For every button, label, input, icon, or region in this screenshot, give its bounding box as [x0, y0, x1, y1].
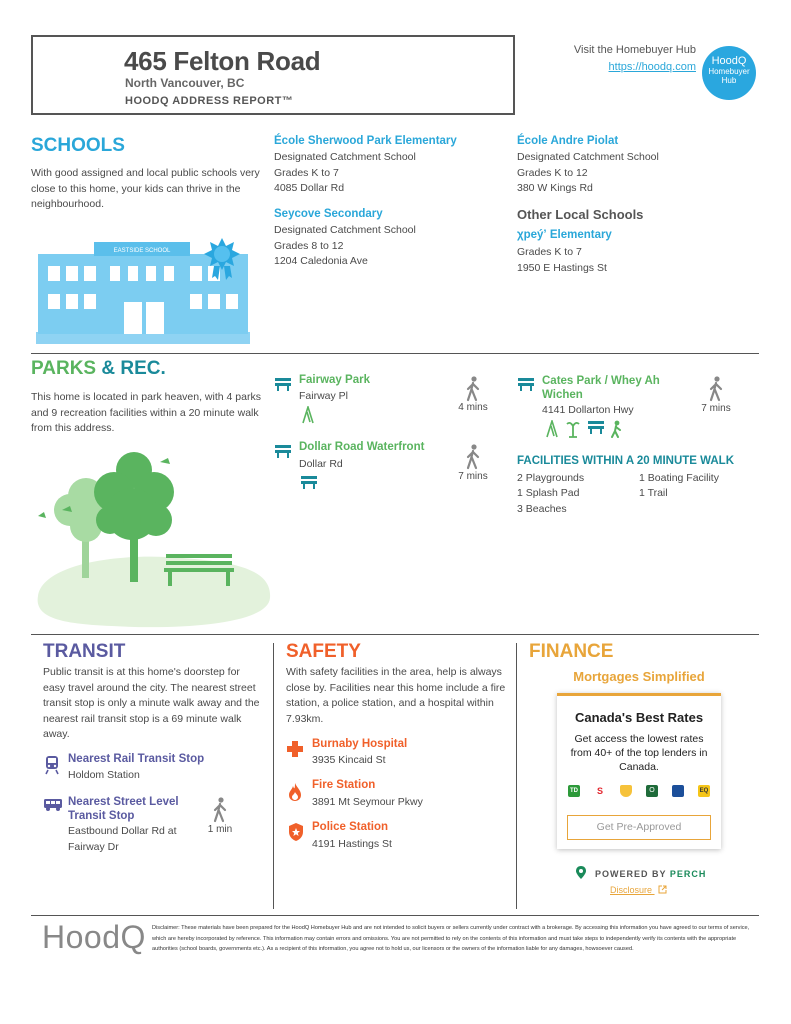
school-1-name[interactable]: École Sherwood Park Elementary	[274, 135, 457, 147]
walk-icon	[211, 797, 229, 823]
school-3-line2: Grades K to 12	[517, 167, 588, 179]
other-school-line2: 1950 E Hastings St	[517, 262, 607, 274]
mortgages-subtitle: Mortgages Simplified	[573, 669, 705, 684]
card-text: Get access the lowest rates from 40+ of the top lenders in Canada.	[570, 733, 708, 773]
rail-transit-title[interactable]: Nearest Rail Transit Stop	[68, 753, 205, 765]
bench-icon	[517, 377, 535, 391]
safety-police-name[interactable]: Police Station	[312, 821, 389, 833]
school-2-name[interactable]: Seycove Secondary	[274, 208, 383, 220]
parks-title	[31, 358, 166, 380]
school-building-illustration	[34, 236, 256, 348]
facilities-title: FACILITIES WITHIN A 20 MINUTE WALK	[517, 455, 735, 467]
school-1-line2: Grades K to 7	[274, 167, 339, 179]
school-3-line1: Designated Catchment School	[517, 151, 659, 163]
park-3-walk-time: 7 mins	[701, 403, 731, 414]
playground-icon	[300, 406, 316, 424]
police-shield-icon	[288, 822, 304, 842]
td-bank-logo: TD	[568, 785, 580, 797]
park-2-name[interactable]: Dollar Road Waterfront	[299, 441, 425, 453]
parks-title-a: PARKS	[31, 358, 97, 379]
report-label: HOODQ ADDRESS REPORT™	[125, 95, 294, 107]
parks-title-amp: &	[101, 358, 116, 379]
schools-description: With good assigned and local public schools very close to this home, your kids can thrive in the neighbourhood.	[31, 167, 260, 210]
park-3-address: 4141 Dollarton Hwy	[542, 404, 634, 416]
safety-fire-address: 3891 Mt Seymour Pkwy	[312, 796, 423, 808]
location-pin-icon	[576, 866, 586, 879]
address-title: 465 Felton Road	[124, 46, 321, 76]
trail-icon	[609, 420, 623, 438]
desjardins-logo: O	[646, 785, 658, 797]
badge-line2: Homebuyer	[708, 67, 750, 76]
school-sign-text: EASTSIDE SCHOOL	[113, 248, 171, 254]
school-1-line3: 4085 Dollar Rd	[274, 182, 345, 194]
hospital-icon	[286, 740, 304, 758]
eq-bank-logo: EQ	[698, 785, 710, 797]
park-1-walk-time: 4 mins	[458, 402, 488, 413]
divider-transit-safety	[273, 643, 274, 909]
street-transit-stop: Eastbound Dollar Rd at Fairway Dr	[68, 825, 177, 853]
transit-description: Public transit is at this home's doorstep for easy travel around the city. The nearest street transit stop is only a minute walk away and the nearest rail transit stop is a 69 minute walk away.	[43, 666, 260, 740]
get-pre-approved-button[interactable]: Get Pre-Approved	[567, 815, 711, 840]
park-3-facility-icons	[544, 420, 623, 438]
badge-line3: Hub	[721, 76, 737, 85]
park-illustration	[32, 448, 274, 632]
bmo-logo	[672, 785, 684, 797]
bench-icon	[274, 377, 292, 391]
shield-bank-logo	[620, 785, 632, 797]
hub-badge[interactable]	[702, 46, 756, 100]
hub-label: Visit the Homebuyer Hub	[573, 44, 696, 56]
facility-beaches: 3 Beaches	[517, 503, 567, 515]
facility-playgrounds: 2 Playgrounds	[517, 472, 585, 484]
school-2-line1: Designated Catchment School	[274, 224, 416, 236]
scotiabank-logo: S	[594, 785, 606, 797]
external-link-icon	[658, 885, 667, 894]
other-schools-title: Other Local Schools	[517, 207, 644, 222]
bench-icon	[300, 475, 318, 489]
facility-boating: 1 Boating Facility	[639, 472, 719, 484]
disclosure-label: Disclosure	[610, 885, 653, 895]
school-2-line2: Grades 8 to 12	[274, 240, 344, 252]
fire-icon	[288, 782, 302, 802]
hoodq-logo: HoodQ	[42, 919, 146, 955]
facility-splash-pad: 1 Splash Pad	[517, 487, 580, 499]
divider-parks	[31, 634, 759, 635]
park-1-address: Fairway Pl	[299, 390, 349, 402]
playground-icon	[544, 420, 560, 438]
facility-trail: 1 Trail	[639, 487, 668, 499]
school-3-line3: 380 W Kings Rd	[517, 182, 593, 194]
parks-title-b: REC.	[120, 358, 166, 379]
park-2-address: Dollar Rd	[299, 458, 343, 470]
walk-icon	[464, 376, 482, 402]
rail-transit-station: Holdom Station	[68, 769, 140, 781]
powered-by	[595, 869, 706, 879]
bench-icon	[587, 420, 605, 434]
parks-description: This home is located in park heaven, with 4 parks and 9 recreation facilities within a 20 minute walk from this address.	[31, 391, 261, 434]
school-3-name[interactable]: École Andre Piolat	[517, 135, 619, 147]
park-1-name[interactable]: Fairway Park	[299, 374, 370, 386]
school-2-line3: 1204 Caledonia Ave	[274, 255, 368, 267]
divider-safety-finance	[516, 643, 517, 909]
park-3-name[interactable]: Cates Park / Whey Ah Wichen	[542, 375, 660, 401]
other-school-name[interactable]: χpeýʼ Elementary	[517, 229, 612, 241]
walk-icon	[464, 444, 482, 470]
safety-description: With safety facilities in the area, help is always close by. Facilities near this home include a fire station, a police station, and a hospital within 7.93km.	[286, 666, 506, 725]
street-transit-title[interactable]: Nearest Street Level Transit Stop	[68, 796, 179, 822]
other-school-line1: Grades K to 7	[517, 246, 582, 258]
hub-link[interactable]: https://hoodq.com	[608, 61, 696, 73]
finance-title: FINANCE	[529, 641, 614, 662]
mortgage-card	[557, 693, 721, 849]
train-icon	[45, 755, 59, 775]
splash-pad-icon	[564, 420, 582, 438]
badge-line1: HoodQ	[711, 55, 747, 67]
disclaimer-text: Disclaimer: These materials have been prepared for the HoodQ Homebuyer Hub and are not intended to solicit buyers or sellers currently under contract with a brokerage. By accessing this information you have agreed to our terms of service, which are hereby incorporated by reference. This information may contain errors and omissions. You are not permitted to rely on the contents of this information and must take steps to independently verify its contents with the appropriate authorities (school boards, governments etc.). As a recipient of this information, you agree not to hold us, our licensors or the owners of the information liable for any damages, howsoever caused.	[152, 925, 750, 952]
transit-title: TRANSIT	[43, 641, 126, 662]
safety-police-address: 4191 Hastings St	[312, 838, 392, 850]
disclosure-link[interactable]	[610, 885, 667, 895]
schools-title: SCHOOLS	[31, 135, 125, 156]
walk-icon	[707, 376, 725, 402]
powered-by-label: POWERED BY	[595, 869, 667, 879]
card-title: Canada's Best Rates	[574, 710, 704, 725]
divider-schools	[31, 353, 759, 354]
address-city: North Vancouver, BC	[125, 76, 245, 90]
perch-brand: PERCH	[669, 869, 707, 879]
safety-hospital-name[interactable]: Burnaby Hospital	[312, 738, 408, 750]
safety-hospital-address: 3935 Kincaid St	[312, 754, 386, 766]
safety-fire-name[interactable]: Fire Station	[312, 779, 376, 791]
safety-title: SAFETY	[286, 641, 361, 662]
bus-icon	[43, 798, 63, 812]
park-2-walk-time: 7 mins	[458, 471, 488, 482]
divider-footer	[31, 915, 759, 916]
school-1-line1: Designated Catchment School	[274, 151, 416, 163]
bench-icon	[274, 444, 292, 458]
street-transit-walk-time: 1 min	[207, 824, 233, 835]
